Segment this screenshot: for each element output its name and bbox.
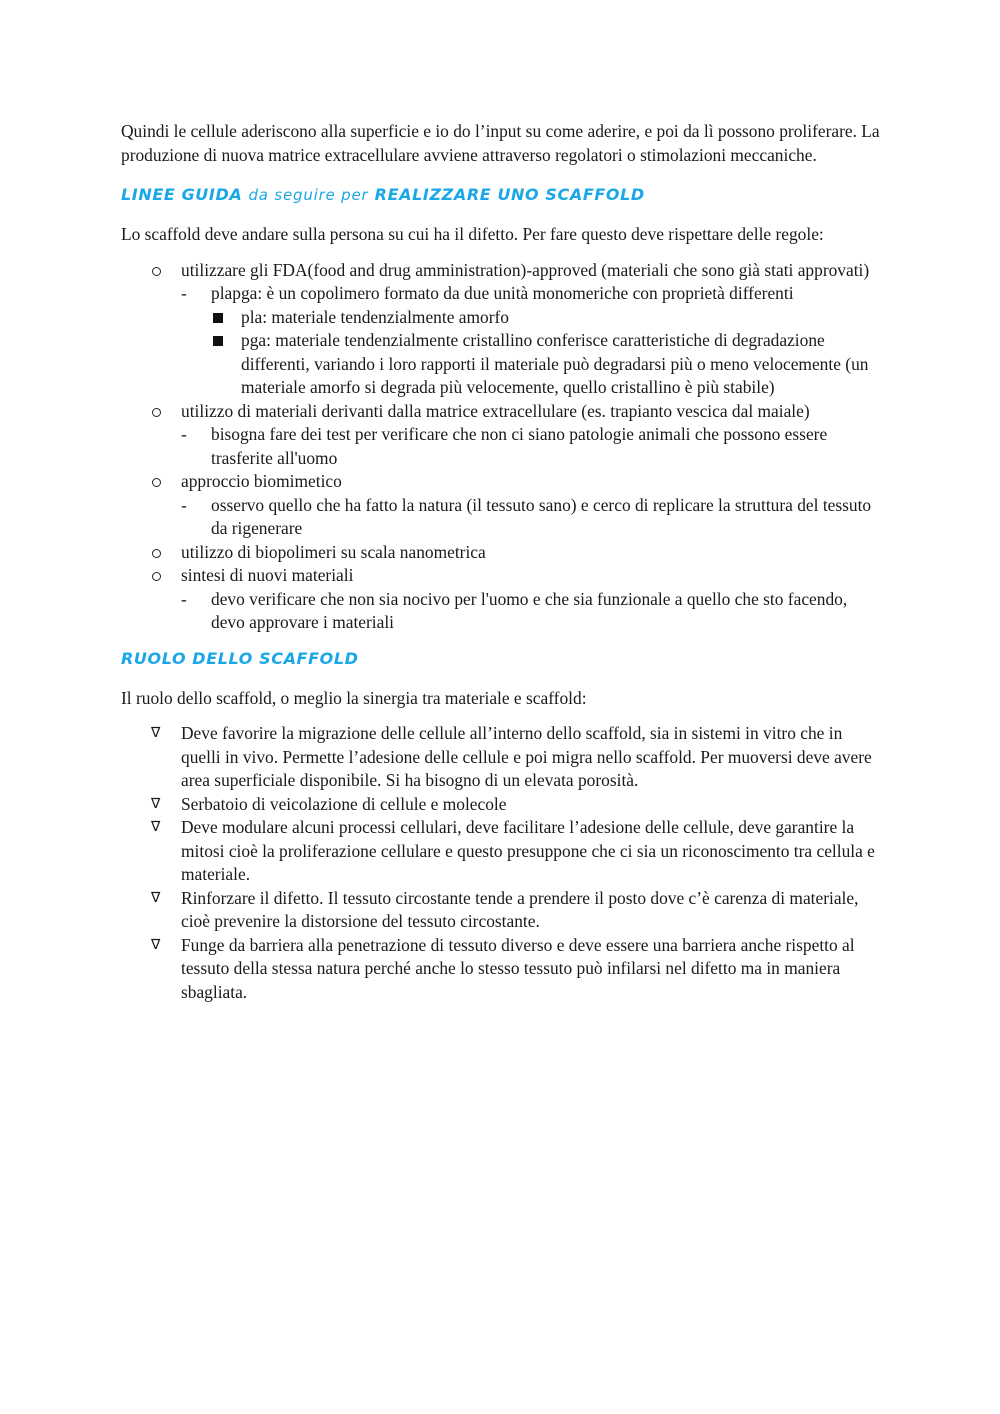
sub-sub-list-item-text: pla: materiale tendenzialmente amorfo — [241, 306, 509, 327]
dash-bullet-icon: - — [181, 424, 187, 444]
sub-sub-list-item-text: pga: materiale tendenzialmente cristallino conferisce caratteristiche di degradazione differenti, variando i loro rapporti il materiale può degradarsi più o meno velocemente (un materiale amorfo si degrada più velocemente, quello cristallino è più stabile) — [241, 330, 869, 397]
list-item — [121, 722, 881, 793]
guidelines-list — [121, 259, 881, 635]
list-item-text: Rinforzare il difetto. Il tessuto circostante tende a prendere il posto dove c’è carenza di materiale, cioè prevenire la distorsione del tessuto circostante. — [181, 887, 859, 931]
sub-sub-list — [211, 306, 881, 400]
sub-list-item-text: plapga: è un copolimero formato da due unità monomeriche con proprietà differenti — [211, 283, 794, 303]
sub-list — [181, 282, 881, 400]
intro-paragraph: Quindi le cellule aderiscono alla superficie e io do l’input su come aderire, e poi da lì possono proliferare. La produzione di nuova matrice extracellulare avviene attraverso regolatori o stimolazioni meccaniche. — [121, 121, 880, 165]
list-item — [121, 793, 881, 817]
dash-bullet-icon: - — [181, 588, 187, 609]
nabla-bullet-icon: ∇ — [151, 795, 161, 812]
sub-list-item — [181, 588, 881, 635]
heading-guidelines — [121, 183, 881, 207]
heading-guidelines-part2: da seguire per — [248, 186, 369, 204]
list-item — [121, 400, 881, 471]
sub-list-item-text: devo verificare che non sia nocivo per l'uomo e che sia funzionale a quello che sto facendo, devo approvare i materiali — [211, 588, 848, 632]
nabla-bullet-icon: ∇ — [151, 936, 161, 953]
nabla-bullet-icon: ∇ — [151, 819, 161, 835]
circle-bullet-icon — [152, 267, 161, 276]
sub-list — [181, 588, 881, 635]
list-item-text: Deve modulare alcuni processi cellulari, deve facilitare l’adesione delle cellule, deve garantire la mitosi cioè la proliferazione cellulare e questo presuppone che ci sia un riconoscimento tra cellula e materiale. — [181, 817, 875, 884]
list-item — [121, 564, 881, 635]
sub-list-item-text: bisogna fare dei test per verificare che non ci siano patologie animali che possono essere trasferite all'uomo — [211, 424, 828, 468]
list-item-text: Funge da barriera alla penetrazione di tessuto diverso e deve essere una barriera anche rispetto al tessuto della stessa natura perché anche lo stesso tessuto può infilarsi nel difetto ma in maniera sbagliata. — [181, 934, 855, 1002]
list-item-text: Serbatoio di veicolazione di cellule e molecole — [181, 793, 507, 814]
list-item — [121, 470, 881, 541]
nabla-bullet-icon: ∇ — [151, 889, 161, 906]
nabla-bullet-icon: ∇ — [151, 725, 161, 741]
list-item-text: utilizzo di materiali derivanti dalla matrice extracellulare (es. trapianto vescica dal maiale) — [181, 400, 810, 421]
heading-guidelines-part1: LINEE GUIDA — [121, 185, 243, 204]
sub-list-item — [181, 423, 881, 470]
list-item — [121, 541, 881, 565]
sub-list-item-text: osservo quello che ha fatto la natura (il tessuto sano) e cerco di replicare la struttura del tessuto da rigenerare — [211, 494, 872, 538]
list-item-text: utilizzare gli FDA(food and drug amministration)-approved (materiali che sono già stati approvati) — [181, 259, 870, 280]
sub-list — [181, 494, 881, 541]
sub-sub-list-item — [211, 329, 881, 400]
list-item — [121, 816, 881, 887]
list-item — [121, 887, 881, 934]
circle-bullet-icon — [152, 572, 161, 581]
dash-bullet-icon: - — [181, 283, 187, 303]
heading-guidelines-part3: REALIZZARE UNO SCAFFOLD — [374, 185, 645, 204]
dash-bullet-icon: - — [181, 494, 187, 515]
roles-lead: Il ruolo dello scaffold, o meglio la sinergia tra materiale e scaffold: — [121, 687, 587, 708]
sub-list — [181, 423, 881, 470]
roles-list — [121, 722, 881, 1004]
list-item — [121, 934, 881, 1005]
square-bullet-icon — [213, 313, 223, 323]
document-page — [121, 120, 881, 1004]
square-bullet-icon — [213, 336, 223, 346]
sub-list-item — [181, 282, 881, 400]
heading-scaffold-role: RUOLO DELLO SCAFFOLD — [121, 648, 359, 668]
sub-sub-list-item — [211, 306, 881, 330]
circle-bullet-icon — [152, 478, 161, 487]
list-item-text: utilizzo di biopolimeri su scala nanometrica — [181, 541, 486, 562]
list-item-text: sintesi di nuovi materiali — [181, 565, 354, 585]
list-item-text: approccio biomimetico — [181, 471, 342, 491]
guidelines-lead: Lo scaffold deve andare sulla persona su cui ha il difetto. Per fare questo deve rispettare delle regole: — [121, 224, 824, 244]
circle-bullet-icon — [152, 408, 161, 417]
list-item — [121, 259, 881, 400]
list-item-text: Deve favorire la migrazione delle cellule all’interno dello scaffold, sia in sistemi in vitro che in quelli in vivo. Permette l’adesione delle cellule e poi migra nello scaffold. Per muoversi deve avere area superficiale disponibile. Si ha bisogno di un elevata porosità. — [181, 723, 872, 790]
circle-bullet-icon — [152, 549, 161, 558]
sub-list-item — [181, 494, 881, 541]
